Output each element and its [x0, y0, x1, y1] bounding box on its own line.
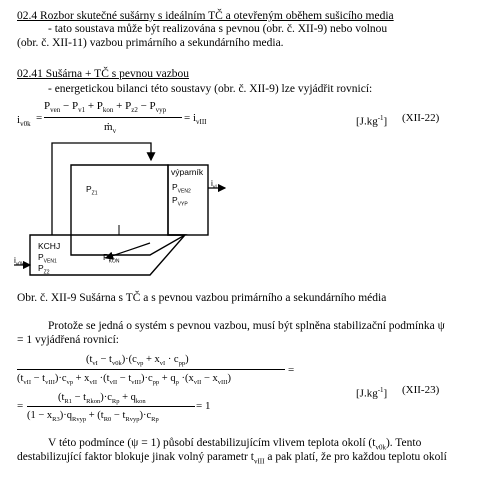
i-v1-label: $i_{vI}$ — [211, 178, 217, 191]
figure-caption: Obr. č. XII-9 Sušárna s TČ a s pevnou vazbou primárního a sekundárního média — [17, 292, 387, 304]
eq22-equals: = — [36, 112, 43, 124]
eq22-number: (XII-22) — [402, 112, 440, 124]
p-ven1-label: $P_{VEN1}$ — [38, 252, 57, 265]
eq23-equals-one: = 1 — [196, 400, 211, 412]
eq22-unit: $[J.kg^{-1}]$ — [356, 114, 388, 128]
i-v0k-label: $i_{v0k}$ — [14, 255, 24, 268]
eq23-equals1: = — [288, 364, 295, 376]
energy-balance-line: - energetickou bilanci této soustavy (obr. č. XII-9) lze vyjádřit rovnicí: — [48, 83, 373, 95]
para2-line-1: V této podmínce (ψ = 1) působí destabilizujícím vlivem teplota okolí $(t_{v0k})$. Tento — [48, 437, 422, 452]
intro-line-2: (obr. č. XII-11) vazbou primárního a sekundárního media. — [17, 37, 284, 49]
eq23-bar2 — [27, 406, 195, 407]
eq22-denominator: ṁ$_v$ — [104, 121, 117, 136]
eq23-den1: $(t_{vII} - t_{vIII})\cdot c_{vp} + x_{vII} \cdot(t_{vII} - t_{vIII})\cdot c_{pp} + q_p \cdot(x_{vII} - x_{vIII})$ — [17, 373, 231, 387]
para2-line-2: destabilizující faktor blokuje jinak volný parametr $t_{vIII}$ a pak platí, že pro každou teplotu okolí — [17, 451, 447, 466]
eq23-bar1 — [17, 369, 285, 370]
eq23-den2: $(1 - x_{R3})\cdot q_{Rvyp} + (t_{R0} - t_{Rvyp})\cdot c_{Rp}$ — [27, 410, 159, 424]
eq23-number: (XII-23) — [402, 384, 440, 396]
p-z2-label: $P_{Z2}$ — [38, 263, 50, 276]
intro-line-1: - tato soustava může být realizována s pevnou (obr. č. XII-9) nebo volnou — [48, 23, 388, 35]
subsection-heading: 02.41 Sušárna + TČ s pevnou vazbou — [17, 68, 190, 80]
p-z1-label: $P_{Z1}$ — [86, 184, 98, 197]
eq22-rhs: = $i_{vIII}$ — [184, 112, 207, 127]
eq22-numerator: $P_{ven} - P_{v1} + P_{kon} + P_{z2} - P_{vyp}$ — [44, 100, 167, 115]
para1-line-1: Protože se jedná o systém s pevnou vazbou, musí být splněna stabilizační podmínka ψ — [48, 320, 445, 332]
eq23-num2: $(t_{R1} - t_{Rkon})\cdot c_{Rp} + q_{kon}$ — [58, 392, 146, 406]
p-ven2-label: $P_{VEN2}$ — [172, 182, 191, 195]
para1-line-2: = 1 vyjádřená rovnicí: — [17, 334, 119, 346]
top-loop-arrow — [52, 143, 151, 233]
p-kon-label: $P_{KON}$ — [103, 252, 120, 265]
vyparnik-label: výparník — [171, 167, 204, 177]
section-heading: 02.4 Rozbor skutečné sušárny s ideálním TČ a otevřeným oběhem sušicího media — [17, 10, 394, 22]
eq23-num1: $(t_{vI} - t_{v0k})\cdot(c_{vp} + x_{vI} \cdot c_{pp})$ — [86, 354, 189, 368]
p-vyp-label: $P_{VYP}$ — [172, 195, 188, 208]
eq23-lead-equals: = — [17, 400, 24, 412]
kchj-label: KCHJ — [38, 241, 61, 251]
eq22-lhs: $i_{v0k}$ — [17, 114, 31, 129]
eq23-unit: $[J.kg^{-1}]$ — [356, 386, 388, 400]
